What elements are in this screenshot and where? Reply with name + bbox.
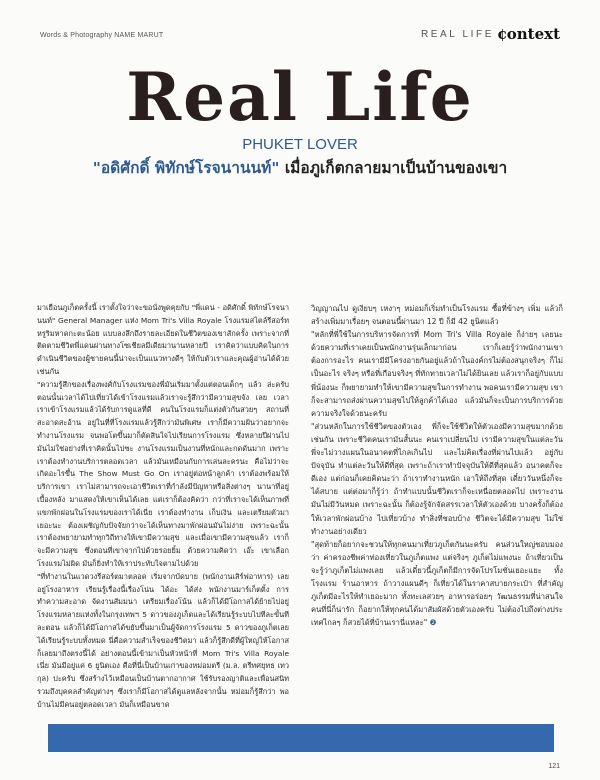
article-subtitle bbox=[0, 155, 600, 180]
closing-quote: "สุดท้ายก็อยากจะชวนให้ทุกคนมาเที่ยวภูเก็ตกันนะครับ คนส่วนใหญ่ชอบมองว่า ค่าครองชีพค่าท่องเที่ยวในภูเก็ตแพง แต่จริงๆ ภูเก็ตไม่แพงนะ ถ้าเที่ยวเป็น จะรู้ว่าภูเก็ตไม่แพงเลย แล้วเดี๋ยวนี้ภูเก็ตก็มีการจัดโปรโมชั่นเยอะแยะ ทั้งโรงแรม ร้านอาหาร ถ้าวางแผนดีๆ ก็เที่ยวได้ในราคาสบายกระเป๋า ที่สำคัญภูเก็ตมีอะไรให้ทำเยอะมาก ทั้งทะเลสวยๆ อาหารอร่อยๆ วัฒนธรรมที่น่าสนใจ คนที่นี่ก็น่ารัก ก็อยากให้ทุกคนได้มาสัมผัสด้วยตัวเองครับ ไม่ต้องไปถึงต่างประเทศไกลๆ ก็สวยได้ที่บ้านเรานี่แหละ" bbox=[311, 539, 563, 628]
article-title: Real Life bbox=[126, 58, 474, 136]
paragraph: "ส่วนหลักในการใช้ชีวิตของตัวเอง พี่ก็จะใช้ชีวิตให้ตัวเองมีความสุขมากด้วยเช่นกัน เพราะชีวิตคนเรามันสั้นนะ คนเราเปลี่ยนไป เรามีความสุขในแต่ละวัน พี่จะไม่วางแผนในอนาคตที่ไกลเกินไป และไม่คิดเรื่องที่ผ่านไปแล้ว อยู่กับปัจจุบัน ทำแต่ละวันให้ดีที่สุด เพราะถ้าเราทำปัจจุบันให้ดีที่สุดแล้ว อนาคตก็จะดีเอง แต่ก่อนก็เคยคิดนะว่า ถ้าเราทำงานหนัก เอาให้ถึงที่สุด เดี๋ยววันหนึ่งก็จะได้สบาย แต่ต่อมาก็รู้ว่า ถ้าทำแบบนั้นชีวิตเราก็จะเหนื่อยตลอดไป เพราะงานมันไม่มีวันหมด เพราะฉะนั้น ก็ต้องรู้จักจัดสรรเวลาให้ตัวเองด้วย บางครั้งก็ต้องให้เวลาพักผ่อนบ้าง ไปเที่ยวบ้าง ทำสิ่งที่ชอบบ้าง ชีวิตจะได้มีความสุข ไม่ใช่ทำงานอย่างเดียว bbox=[311, 421, 563, 536]
end-mark-icon: ❷ bbox=[429, 618, 437, 628]
footer-color-bar bbox=[48, 724, 554, 752]
paragraph: มาเยือนภูเก็ตครั้งนี้ เราตั้งใจว่าจะขอนั่งพูดคุยกับ "พี่แดน - อดิศักดิ์ พิทักษ์โรจนานนท์" General Manager แห่ง Mom Tri's Villa Royale โรงแรมสไตล์รีสอร์ทหรูริมหาดกะตะน้อย แบบลงลึกถึงรายละเอียดในชีวิตของเขาสักครั้ง เพราะจากที่ติดตามชีวิตพี่แดนผ่านทางโซเชียลมีเดียมานานหลายปี เราคิดว่าแบบคิดในการดำเนินชีวิตของผู้ชายคนนี้น่าจะเป็นแนวทางดีๆ ให้กับตัวเราและคุณผู้อ่านได้ด้วยเช่นกัน bbox=[37, 303, 289, 376]
page-header bbox=[0, 0, 600, 56]
photo-credit: Words & Photography NAME MARUT bbox=[40, 32, 164, 39]
body-column-right bbox=[311, 302, 563, 629]
article-kicker: PHUKET LOVER bbox=[242, 136, 358, 153]
subtitle-person-name: "อดิศักดิ์ พิทักษ์โรจนานนท์" bbox=[92, 159, 280, 177]
subtitle-rest: เมื่อภูเก็ตกลายมาเป็นบ้านของเขา bbox=[279, 159, 508, 177]
paragraph: วิญญาณไป ดูเงียบๆ เหงาๆ หม่อมก็เริ่มทำเป็นโรงแรม ซื้อที่ข้างๆ เพิ่ม แล้วก็สร้างเพิ่มมาเรื่อยๆ จนตอนนี้ผ่านมา 12 ปี ก็มี 42 ยูนิตแล้ว bbox=[311, 304, 563, 327]
body-column-left bbox=[37, 302, 289, 712]
paragraph: "ที่ทำงานในแวดวงรีสอร์ตมาตลอด เริ่มจากบัดบาย (พนักงานเสิร์ฟอาหาร) เลย อยู่โรงอาหาร เรียนรู้เรื่องนี้เรื่องโน่น ได้อะ ได้ส่ง พนักงานมาร์เก็ตติ้ง การทำความสะอาด จัดงานสัมมนา เตรียมเรื่องโน้น แล้วก็ได้มีโอกาสได้ย้ายไปอยู่โรงแรมหลายแห่งทั้งในกรุงเทพฯ 5 ดาวของภูเก็ตและได้เรียนรู้ระบบไปทีละขั้นทีละตอน แล้วก็ได้มีโอกาสได้ขยับขึ้นมาเป็นผู้จัดการโรงแรม 5 ดาวของภูเก็ตเลยได้เรียนรู้ระบบทั้งหมด นี่คือความสำเร็จของชีวิตมา แล้วก็รู้สึกดีที่ผู้ใหญ่ให้โอกาส ก็เลยมาถึงตรงนี้ได้ อย่างตอนนี้เข้ามาเป็นหัวหน้าที่ Mom Tri's Villa Royale เนี่ย มันมีอยู่แค่ 6 ยูนิตเอง คือที่นี่เป็นบ้านเก่าของหม่อมตรี (ม.ล. ตรีทศยุทธ เทวกุล) ปะครับ ซึ่งสร้างไว้เหมือนเป็นบ้านตากอากาศ ใช้รับรองญาติและเพื่อนสนิท รวมถึงบุคคลสำคัญต่างๆ ซึ่งเราก็มีโอกาสได้ดูแลหลังจากนั้น หม่อมก็รู้สึกว่า พอบ้านไม่มีคนอยู่ตลอดเวลา มันก็เหมือนขาด bbox=[37, 571, 289, 709]
paragraph: "ความรู้สึกของเรื่องพงศ์กับโรงแรมของพี่มันเริ่มมาตั้งแต่ตอนเด็กๆ แล้ว ล่ะครับ ตอนนั้นเวลาได้ไปเที่ยวได้เข้าโรงแรมแล้วเราจะรู้สึกว่ามีความสุขจัง เลย เวลาเราเข้าโรงแรมแล้วได้รับการดูแลที่ดี คนในโรงแรมก็แต่งตัวกันสวยๆ สถานที่สะอาดสะอ้าน อยู่ในที่ที่โรงแรมแล้วรู้สึกว่ามันพิเศษ เราก็มีความฝันว่าอยากจะทำงานโรงแรม จนพอโตขึ้นมาก็ตัดสินใจไปเรียนการโรงแรม ซึ่งหลายปีผ่านไป มันไม่ใช่อย่างที่เราคิดนั้นไปซะ งานโรงแรมเป็นงานที่หนักและกดดันมาก เพราะเราต้องทำงานบริการตลอดเวลา แล้วมันเหมือนกับการเล่นละครนะ คือไม่ว่าจะเกิดอะไรขึ้น The Show Must Go On เราอยู่ต่อหน้าลูกค้า เราต้องพร้อมให้บริการเขา เราไม่สามารถจะเอาชีวิตเราที่กำลังมีปัญหาหรือสิ่งต่างๆ นานาที่อยู่เบื้องหลัง มาแสดงให้เขาเห็นได้เลย แต่เราก็ต้องคิดว่า กว่าที่เราจะได้เห็นภาพที่แขกพักผ่อนในโรงแรมของเราได้เนี่ย เราต้องทำงาน เก็บเงิน และเตรียมตัวมาเยอะนะ ต้องเผชิญกับปัจจัยกว่าจะได้เห็นทางมาพักผ่อนมันไม่ง่าย เพราะฉะนั้น เราต้องพยายามทำทุกวิถีทางให้เขามีความสุข และเมื่อเขามีความสุขแล้ว เราก็จะมีความสุข ซึ่งตอนที่เขาจากไปด้วยรอยยิ้ม ด้วยความคิดว่า เอ๊ะ เขาเลือกโรงแรมไม่ผิด มันก็ยิ่งทำให้เราประทับใจตามไปด้วย bbox=[37, 379, 289, 568]
section-label: REAL LIFE bbox=[420, 29, 494, 40]
magazine-brand: context bbox=[497, 25, 560, 43]
page-number: 121 bbox=[548, 763, 560, 770]
paragraph bbox=[311, 538, 563, 630]
paragraph: "หลักที่พี่ใช้ในการบริหารจัดการที่ Mom Tri's Villa Royale ก็ง่ายๆ เลยนะ ด้วยความที่เราเคยเป็นพนักงานรุ่นเล็กมาก่อน เราก็เลยรู้ว่าพนักงานเขาต้องการอะไร คนเรามีมีโครงอายกันอยู่แล้วถ้าในองค์กรไม่ต้องสนุกจริงๆ ก็ไม่เป็นอะไร จริงๆ หรือที่เกือบจริงๆ ที่ทักทายเวลาไม่ได้ยินเลย แล้วเราก็อยู่กับแบบพี่น้องนะ ก็พยายามทำให้เขามีความสุขในการทำงาน พอคนเรามีความสุข เขาก็จะสามารถส่งผ่านความสุขไปให้ลูกค้าได้เอง แล้วมันก็จะเป็นการบริการด้วยความจริงใจด้วยนะครับ bbox=[311, 330, 563, 418]
